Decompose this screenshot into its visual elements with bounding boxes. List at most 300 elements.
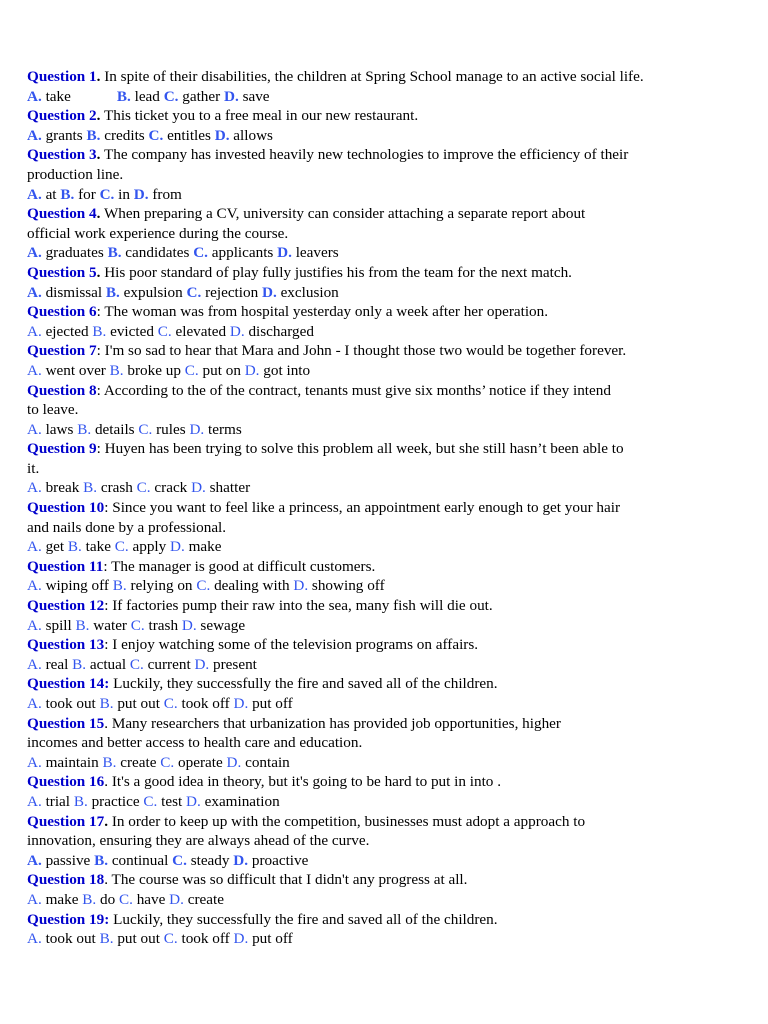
option-letter: A. bbox=[27, 792, 42, 810]
question-stem bbox=[27, 204, 717, 224]
question-text: it. bbox=[27, 459, 40, 477]
option-text: put off bbox=[252, 695, 293, 712]
question-stem bbox=[27, 381, 717, 401]
question-number: Question 3 bbox=[27, 146, 97, 164]
option-letter: B. bbox=[99, 695, 114, 712]
question-stem bbox=[27, 106, 717, 126]
option-letter: D. bbox=[189, 420, 205, 438]
answer-option-c[interactable] bbox=[143, 793, 182, 810]
answer-option-c[interactable] bbox=[100, 186, 130, 203]
option-text: details bbox=[94, 420, 135, 438]
answer-option-a[interactable] bbox=[27, 754, 99, 771]
option-letter: C. bbox=[163, 930, 178, 948]
answer-option-d[interactable] bbox=[182, 617, 245, 634]
question-stem bbox=[27, 674, 717, 694]
answer-option-d[interactable] bbox=[245, 362, 310, 379]
answer-option-a[interactable] bbox=[27, 538, 64, 555]
answer-option-d[interactable] bbox=[277, 244, 339, 261]
question-block bbox=[27, 635, 717, 674]
answer-options bbox=[27, 616, 717, 636]
answer-option-d[interactable] bbox=[224, 88, 270, 105]
answer-options bbox=[27, 420, 717, 440]
answer-option-d[interactable] bbox=[233, 852, 308, 869]
question-separator: . bbox=[96, 146, 101, 164]
question-stem-continued bbox=[27, 400, 717, 420]
option-letter: B. bbox=[92, 322, 107, 340]
question-block bbox=[27, 204, 717, 263]
answer-option-a[interactable] bbox=[27, 617, 72, 634]
option-text: dealing with bbox=[214, 577, 290, 595]
answer-option-d[interactable] bbox=[191, 479, 250, 496]
answer-option-a[interactable] bbox=[27, 186, 57, 203]
option-text: crash bbox=[100, 479, 133, 497]
answer-option-a[interactable] bbox=[27, 656, 68, 673]
option-text: evicted bbox=[110, 322, 154, 340]
answer-option-a[interactable] bbox=[27, 127, 83, 144]
answer-option-d[interactable] bbox=[262, 284, 339, 301]
question-number: Question 14: bbox=[27, 675, 110, 693]
answer-option-c[interactable] bbox=[149, 127, 211, 144]
option-text: for bbox=[78, 185, 96, 203]
option-text: make bbox=[45, 890, 79, 908]
answer-option-a[interactable] bbox=[27, 362, 106, 379]
option-letter: B. bbox=[105, 283, 120, 301]
answer-option-a[interactable] bbox=[27, 577, 109, 594]
option-letter: B. bbox=[72, 655, 87, 673]
option-text: at bbox=[45, 185, 57, 203]
option-letter: B. bbox=[60, 185, 75, 203]
option-text: in bbox=[118, 185, 130, 203]
option-letter: B. bbox=[116, 87, 131, 105]
question-text: It's a good idea in theory, but it's going to be hard to put in into . bbox=[111, 773, 501, 791]
question-stem bbox=[27, 498, 717, 518]
question-stem bbox=[27, 145, 717, 165]
answer-option-b[interactable] bbox=[86, 127, 144, 144]
answer-options bbox=[27, 126, 717, 146]
question-stem bbox=[27, 263, 717, 283]
option-text: ejected bbox=[45, 322, 89, 340]
option-letter: D. bbox=[233, 695, 249, 712]
option-text: save bbox=[242, 87, 270, 105]
option-text: leavers bbox=[295, 244, 339, 262]
answer-options bbox=[27, 361, 717, 381]
answer-options bbox=[27, 694, 717, 714]
question-block bbox=[27, 67, 717, 106]
question-block bbox=[27, 557, 717, 596]
option-letter: B. bbox=[82, 890, 97, 908]
question-number: Question 10 bbox=[27, 499, 105, 517]
option-letter: A. bbox=[27, 890, 42, 908]
answer-option-c[interactable] bbox=[164, 695, 230, 712]
question-number: Question 13 bbox=[27, 636, 105, 654]
answer-option-c[interactable] bbox=[131, 617, 178, 634]
answer-option-b[interactable] bbox=[60, 186, 95, 203]
question-text: According to the of the contract, tenants must give six months’ notice if they intend bbox=[103, 381, 611, 399]
question-text: I enjoy watching some of the television programs on affairs. bbox=[112, 636, 479, 654]
answer-option-b[interactable] bbox=[106, 284, 183, 301]
question-separator: . bbox=[96, 205, 101, 223]
answer-option-c[interactable] bbox=[137, 479, 188, 496]
option-letter: A. bbox=[27, 479, 42, 497]
answer-options bbox=[27, 576, 717, 596]
option-text: do bbox=[99, 890, 116, 908]
question-stem bbox=[27, 772, 717, 792]
question-text: The woman was from hospital yesterday only a week after her operation. bbox=[104, 303, 549, 321]
answer-option-a[interactable] bbox=[27, 284, 102, 301]
option-text: steady bbox=[190, 851, 230, 869]
answer-option-b[interactable] bbox=[103, 754, 157, 771]
question-stem bbox=[27, 714, 717, 734]
answer-option-c[interactable] bbox=[193, 244, 273, 261]
question-text: Luckily, they successfully the fire and saved all of the children. bbox=[113, 910, 498, 928]
option-text: current bbox=[147, 655, 191, 673]
option-letter: D. bbox=[233, 851, 249, 869]
option-letter: C. bbox=[186, 283, 202, 301]
option-letter: D. bbox=[194, 655, 210, 673]
answer-options bbox=[27, 537, 717, 557]
option-letter: C. bbox=[172, 851, 187, 869]
answer-option-c[interactable] bbox=[164, 88, 221, 105]
option-letter: D. bbox=[226, 753, 242, 771]
option-text: continual bbox=[111, 851, 169, 869]
answer-option-d[interactable] bbox=[234, 695, 293, 712]
question-text: Luckily, they successfully the fire and saved all of the children. bbox=[113, 675, 498, 693]
option-letter: C. bbox=[138, 420, 153, 438]
option-letter: D. bbox=[214, 126, 230, 144]
option-text: real bbox=[45, 655, 69, 673]
option-text: operate bbox=[178, 753, 223, 771]
question-separator: . bbox=[96, 107, 101, 125]
answer-option-b[interactable] bbox=[83, 479, 133, 496]
option-letter: B. bbox=[67, 538, 82, 556]
option-letter: D. bbox=[133, 185, 149, 203]
question-block bbox=[27, 381, 717, 440]
answer-option-d[interactable] bbox=[189, 421, 241, 438]
option-text: took off bbox=[181, 695, 230, 712]
answer-option-c[interactable] bbox=[185, 362, 241, 379]
question-text: This ticket you to a free meal in our new restaurant. bbox=[103, 107, 419, 125]
option-text: rejection bbox=[205, 283, 259, 301]
question-text: In order to keep up with the competition, businesses must adopt a approach to bbox=[111, 812, 586, 830]
option-letter: B. bbox=[112, 577, 127, 595]
option-letter: B. bbox=[75, 616, 90, 634]
question-separator: . bbox=[96, 263, 101, 281]
answer-option-c[interactable] bbox=[160, 754, 222, 771]
question-text: innovation, ensuring they are always ahead of the curve. bbox=[27, 832, 370, 850]
option-letter: B. bbox=[107, 244, 122, 262]
option-text: actual bbox=[89, 655, 127, 673]
option-text: make bbox=[188, 538, 222, 556]
answer-option-b[interactable] bbox=[108, 244, 190, 261]
answer-option-a[interactable] bbox=[27, 891, 78, 908]
answer-option-c[interactable] bbox=[119, 891, 165, 908]
answer-option-d[interactable] bbox=[215, 127, 273, 144]
answer-option-d[interactable] bbox=[134, 186, 182, 203]
option-text: relying on bbox=[130, 577, 193, 595]
option-text: rules bbox=[156, 420, 186, 438]
question-number: Question 7 bbox=[27, 342, 97, 360]
option-letter: A. bbox=[27, 87, 42, 105]
option-letter: D. bbox=[277, 244, 292, 262]
question-number: Question 2 bbox=[27, 107, 97, 125]
question-stem bbox=[27, 557, 717, 577]
answer-option-b[interactable] bbox=[110, 362, 181, 379]
option-letter: D. bbox=[233, 930, 249, 948]
question-separator: . bbox=[104, 812, 109, 830]
option-letter: D. bbox=[244, 361, 260, 379]
option-text: create bbox=[187, 890, 224, 908]
option-text: took out bbox=[45, 695, 96, 712]
option-letter: A. bbox=[27, 577, 42, 595]
option-text: water bbox=[93, 616, 127, 634]
option-text: elevated bbox=[175, 322, 227, 340]
worksheet bbox=[27, 67, 717, 949]
answer-option-a[interactable] bbox=[27, 323, 89, 340]
question-number: Question 19: bbox=[27, 910, 110, 928]
option-letter: A. bbox=[27, 851, 42, 869]
question-separator: : bbox=[96, 440, 101, 458]
question-block bbox=[27, 812, 717, 871]
question-separator: . bbox=[96, 68, 101, 85]
question-block bbox=[27, 106, 717, 145]
option-letter: B. bbox=[94, 851, 109, 869]
answer-option-a[interactable] bbox=[27, 88, 71, 105]
option-text: get bbox=[45, 538, 65, 556]
option-text: allows bbox=[233, 126, 273, 144]
answer-option-c[interactable] bbox=[115, 538, 166, 555]
question-block bbox=[27, 439, 717, 498]
question-stem bbox=[27, 341, 717, 361]
option-letter: A. bbox=[27, 616, 42, 634]
question-number: Question 11 bbox=[27, 557, 104, 575]
question-stem bbox=[27, 812, 717, 832]
answer-option-a[interactable] bbox=[27, 479, 79, 496]
option-letter: B. bbox=[77, 420, 92, 438]
question-stem bbox=[27, 302, 717, 322]
question-number: Question 6 bbox=[27, 303, 97, 321]
question-separator: : bbox=[104, 597, 109, 615]
answer-option-d[interactable] bbox=[293, 577, 384, 594]
option-letter: A. bbox=[27, 185, 42, 203]
option-text: candidates bbox=[125, 244, 190, 262]
option-letter: B. bbox=[86, 126, 101, 144]
answer-option-b[interactable] bbox=[72, 656, 126, 673]
answer-option-a[interactable] bbox=[27, 793, 70, 810]
question-block bbox=[27, 910, 717, 949]
option-letter: D. bbox=[191, 479, 206, 497]
option-text: lead bbox=[134, 87, 160, 105]
answer-option-d[interactable] bbox=[227, 754, 290, 771]
question-number: Question 18 bbox=[27, 871, 105, 889]
question-number: Question 5 bbox=[27, 263, 97, 281]
question-block bbox=[27, 772, 717, 811]
option-text: showing off bbox=[311, 577, 385, 595]
answer-option-a[interactable] bbox=[27, 930, 96, 947]
answer-option-c[interactable] bbox=[164, 930, 230, 947]
answer-option-b[interactable] bbox=[100, 930, 160, 947]
question-block bbox=[27, 302, 717, 341]
question-stem bbox=[27, 910, 717, 930]
answer-options bbox=[27, 185, 717, 205]
option-letter: C. bbox=[143, 792, 158, 810]
answer-option-d[interactable] bbox=[194, 656, 256, 673]
option-text: create bbox=[120, 753, 157, 771]
answer-options bbox=[27, 478, 717, 498]
option-text: have bbox=[136, 890, 166, 908]
answer-option-d[interactable] bbox=[186, 793, 280, 810]
question-text: official work experience during the course. bbox=[27, 224, 289, 242]
option-text: from bbox=[152, 185, 182, 203]
option-letter: B. bbox=[73, 792, 88, 810]
answer-option-c[interactable] bbox=[196, 577, 289, 594]
option-text: practice bbox=[91, 792, 140, 810]
answer-option-a[interactable] bbox=[27, 244, 104, 261]
question-separator: : bbox=[104, 499, 109, 517]
answer-options bbox=[27, 792, 717, 812]
question-number: Question 4 bbox=[27, 205, 97, 223]
option-letter: A. bbox=[27, 655, 42, 673]
question-block bbox=[27, 870, 717, 909]
answer-options bbox=[27, 753, 717, 773]
option-text: grants bbox=[45, 126, 83, 144]
option-letter: D. bbox=[186, 792, 201, 810]
option-text: present bbox=[213, 655, 257, 673]
answer-option-c[interactable] bbox=[172, 852, 229, 869]
option-text: discharged bbox=[248, 322, 314, 340]
question-text: Huyen has been trying to solve this problem all week, but she still hasn’t been able to bbox=[104, 440, 624, 458]
question-text: Many researchers that urbanization has provided job opportunities, higher bbox=[111, 714, 561, 732]
option-letter: D. bbox=[170, 538, 185, 556]
option-text: put off bbox=[252, 930, 293, 948]
answer-option-a[interactable] bbox=[27, 852, 90, 869]
option-letter: D. bbox=[229, 322, 245, 340]
answer-option-c[interactable] bbox=[187, 284, 259, 301]
answer-option-b[interactable] bbox=[117, 88, 160, 105]
answer-option-a[interactable] bbox=[27, 421, 73, 438]
answer-option-d[interactable] bbox=[170, 538, 221, 555]
answer-option-b[interactable] bbox=[82, 891, 115, 908]
question-number: Question 17 bbox=[27, 812, 105, 830]
answer-options bbox=[27, 655, 717, 675]
option-letter: C. bbox=[163, 695, 178, 712]
option-letter: A. bbox=[27, 695, 42, 712]
option-text: put on bbox=[202, 361, 241, 379]
question-number: Question 15 bbox=[27, 714, 105, 732]
option-letter: C. bbox=[99, 185, 115, 203]
answer-option-b[interactable] bbox=[74, 793, 140, 810]
option-letter: A. bbox=[27, 753, 42, 771]
option-letter: A. bbox=[27, 538, 42, 556]
question-block bbox=[27, 498, 717, 557]
option-letter: A. bbox=[27, 420, 42, 438]
option-letter: D. bbox=[262, 283, 277, 301]
answer-option-b[interactable] bbox=[94, 852, 168, 869]
question-text: In spite of their disabilities, the children at Spring School manage to an active social life. bbox=[104, 68, 644, 85]
question-separator: : bbox=[96, 381, 101, 399]
question-text: and nails done by a professional. bbox=[27, 518, 227, 536]
option-letter: C. bbox=[114, 538, 129, 556]
answer-options bbox=[27, 283, 717, 303]
option-letter: C. bbox=[184, 361, 199, 379]
question-stem-continued bbox=[27, 518, 717, 538]
option-letter: C. bbox=[193, 244, 208, 262]
option-letter: C. bbox=[136, 479, 151, 497]
question-separator: . bbox=[104, 714, 109, 732]
option-letter: C. bbox=[129, 655, 144, 673]
option-text: graduates bbox=[45, 244, 104, 262]
question-separator: : bbox=[96, 303, 101, 321]
option-text: gather bbox=[182, 87, 221, 105]
option-text: wiping off bbox=[45, 577, 109, 595]
answer-options bbox=[27, 851, 717, 871]
option-letter: D. bbox=[224, 87, 239, 105]
answer-option-b[interactable] bbox=[68, 538, 111, 555]
option-text: passive bbox=[45, 851, 91, 869]
question-text: If factories pump their raw into the sea, many fish will die out. bbox=[112, 597, 493, 615]
option-text: went over bbox=[45, 361, 106, 379]
answer-option-d[interactable] bbox=[169, 891, 224, 908]
question-text: The manager is good at difficult customers. bbox=[111, 557, 376, 575]
question-text: The company has invested heavily new technologies to improve the efficiency of their bbox=[103, 146, 629, 164]
option-letter: B. bbox=[102, 753, 117, 771]
question-stem-continued bbox=[27, 733, 717, 753]
option-text: took out bbox=[45, 930, 96, 948]
answer-option-b[interactable] bbox=[76, 617, 127, 634]
option-letter: A. bbox=[27, 126, 42, 144]
answer-options bbox=[27, 243, 717, 263]
option-letter: A. bbox=[27, 322, 42, 340]
option-letter: B. bbox=[83, 479, 98, 497]
question-block bbox=[27, 145, 717, 204]
option-text: broke up bbox=[127, 361, 181, 379]
option-text: maintain bbox=[45, 753, 99, 771]
answer-option-b[interactable] bbox=[100, 695, 160, 712]
answer-option-a[interactable] bbox=[27, 695, 96, 712]
answer-option-c[interactable] bbox=[138, 421, 185, 438]
answer-option-d[interactable] bbox=[230, 323, 314, 340]
answer-option-b[interactable] bbox=[113, 577, 193, 594]
option-letter: D. bbox=[181, 616, 197, 634]
option-letter: C. bbox=[160, 753, 175, 771]
option-letter: D. bbox=[169, 890, 184, 908]
option-text: trash bbox=[148, 616, 179, 634]
answer-option-d[interactable] bbox=[234, 930, 293, 947]
question-text: incomes and better access to health care and education. bbox=[27, 734, 363, 752]
question-text: The course was so difficult that I didn't any progress at all. bbox=[111, 871, 468, 889]
question-stem bbox=[27, 596, 717, 616]
option-letter: A. bbox=[27, 930, 42, 948]
question-number: Question 8 bbox=[27, 381, 97, 399]
question-separator: . bbox=[104, 871, 109, 889]
option-text: took off bbox=[181, 930, 230, 948]
option-letter: A. bbox=[27, 361, 42, 379]
question-block bbox=[27, 263, 717, 302]
answer-option-b[interactable] bbox=[77, 421, 134, 438]
option-letter: D. bbox=[293, 577, 309, 595]
question-number: Question 12 bbox=[27, 597, 105, 615]
question-text: production line. bbox=[27, 165, 124, 183]
option-letter: C. bbox=[118, 890, 133, 908]
option-text: test bbox=[161, 792, 183, 810]
answer-option-c[interactable] bbox=[130, 656, 191, 673]
question-stem-continued bbox=[27, 831, 717, 851]
question-text: I'm so sad to hear that Mara and John - I thought those two would be together forever. bbox=[104, 342, 627, 360]
answer-option-c[interactable] bbox=[158, 323, 226, 340]
question-block bbox=[27, 674, 717, 713]
question-separator: . bbox=[104, 773, 109, 791]
question-separator: : bbox=[96, 342, 101, 360]
answer-option-b[interactable] bbox=[92, 323, 154, 340]
